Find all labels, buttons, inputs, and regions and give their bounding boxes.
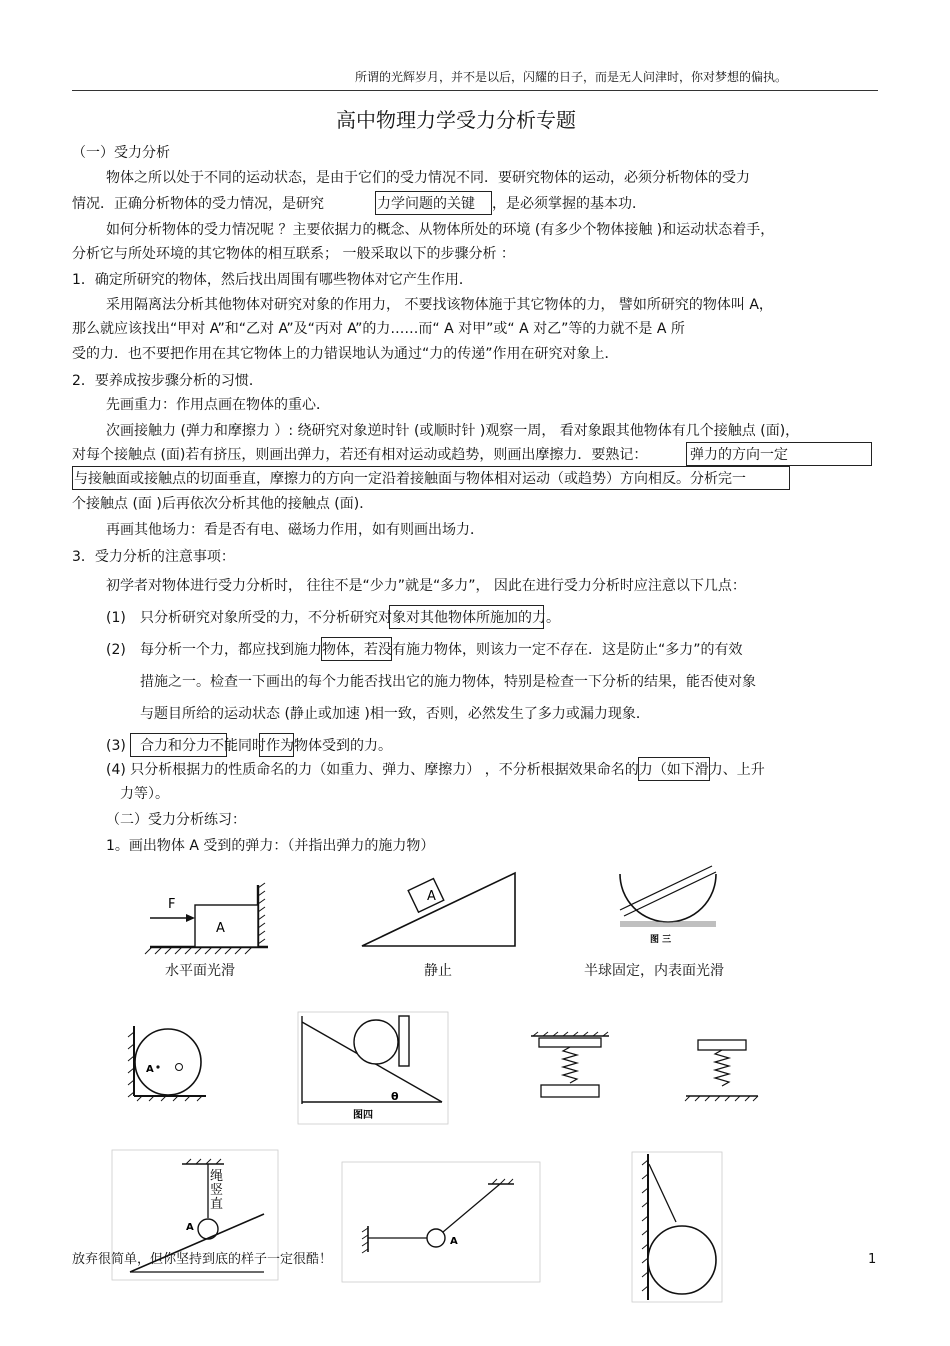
block — [698, 1040, 746, 1050]
figure-block-incline — [360, 868, 525, 950]
step-3a: 初学者对物体进行受力分析时， 往往不是“少力”就是“多力”， 因此在进行受力分析时应注意以下几点： — [106, 578, 746, 594]
para-2b: 分析它与所处环境的其它物体的相互联系； 一般采取以下的步骤分析 ： — [72, 246, 515, 262]
note-3: 合力和分力不能同时作为物体受到的力。 — [140, 738, 392, 754]
step-2a: 先画重力：作用点画在物体的重心． — [106, 397, 330, 413]
block — [195, 905, 258, 947]
highlight-box-note4 — [638, 757, 710, 781]
ball-label: A — [450, 1236, 458, 1247]
board — [399, 1016, 409, 1066]
step-3: 3．受力分析的注意事项： — [72, 549, 235, 565]
step-1c: 受的力．也不要把作用在其它物体上的力错误地认为通过“力的传递”作用在研究对象上． — [72, 346, 619, 362]
figure-spring-floor — [680, 1036, 764, 1108]
figure-1-caption: 水平面光滑 — [165, 963, 235, 979]
para-2a: 如何分析物体的受力情况呢 ？主要依据力的概念、从物体所处的环境 (有多少个物体接触 )和运动状态着手， — [106, 222, 775, 238]
note-1-number: (1) — [106, 610, 126, 626]
step-1b: 那么就应该找出“甲对 A”和“乙对 A”及“丙对 A”的力……而“ A 对甲”或“ A 对乙”等的力就不是 A 所 — [72, 321, 685, 337]
para-1b-pre: 情况．正确分析物体的受力情况，是研究 — [72, 196, 324, 212]
figure-tag: 图四 — [353, 1110, 373, 1121]
page-number: 1 — [868, 1252, 877, 1267]
figure-two-ropes-ball — [342, 1162, 542, 1282]
ball-label: A — [146, 1064, 154, 1075]
footer-motto: 放弃很简单，但你坚持到底的样子一定很酷！ — [72, 1252, 333, 1267]
figure-block-pushed — [140, 880, 280, 955]
ball — [648, 1226, 716, 1294]
ball — [135, 1029, 201, 1095]
figure-spring-hanging — [525, 1032, 615, 1104]
note-2b: 措施之一。检查一下画出的每个力能否找出它的施力物体，特别是检查一下分析的结果，能否使对象 — [140, 674, 756, 690]
block-label: A — [427, 889, 436, 904]
ball — [427, 1229, 445, 1247]
step-2c-box: 弹力的方向一定 — [690, 447, 788, 463]
force-label: F — [168, 897, 176, 912]
note-4: (4) 只分析根据力的性质命名的力（如重力、弹力、摩擦力） ，不分析根据效果命名的力（如下滑力、上升 — [106, 762, 765, 778]
figure-3-caption: 半球固定，内表面光滑 — [584, 963, 724, 979]
note-2-number: (2) — [106, 642, 126, 658]
section2-heading: （二）受力分析练习： — [106, 812, 246, 828]
header-rule — [72, 90, 878, 91]
highlight-box-note2 — [321, 637, 392, 661]
figure-ball-incline-board — [298, 1012, 450, 1124]
note-3-number: (3) — [106, 738, 126, 754]
page-title: 高中物理力学受力分析专题 — [336, 108, 576, 132]
step-1a: 采用隔离法分析其他物体对研究对象的作用力， 不要找该物体施于其它物体的力， 譬如所研究的物体叫 A， — [106, 297, 773, 313]
block — [541, 1085, 599, 1097]
highlight-box-note1 — [389, 605, 544, 629]
figure-tag: 图 三 — [650, 935, 672, 945]
step-2b: 次画接触力 (弹力和摩擦力 ）: 绕研究对象逆时针 (或顺时针 )观察一周， 看对象跟其他物体有几个接触点 (面)， — [106, 423, 800, 439]
step-2c-pre: 对每个接触点 (面)若有挤压，则画出弹力，若还有相对运动或趋势，则画出摩擦力．要熟记： — [72, 447, 648, 463]
note-2a: 每分析一个力，都应找到施力物体，若没有施力物体，则该力一定不存在．这是防止“多力”的有效 — [140, 642, 743, 658]
question-1: 1。画出物体 A 受到的弹力：（并指出弹力的施力物） — [106, 838, 435, 854]
note-1: 只分析研究对象所受的力，不分析研究对象对其他物体所施加的力。 — [140, 610, 560, 626]
rope-label: 绳竖直 — [210, 1169, 224, 1212]
ball-label: A — [186, 1222, 194, 1233]
note-4b: 力等）。 — [120, 786, 169, 802]
note-2c: 与题目所给的运动状态 (静止或加速 )相一致，否则，必然发生了多力或漏力现象． — [140, 706, 650, 722]
step-1: 1．确定所研究的物体，然后找出周围有哪些物体对它产生作用． — [72, 272, 473, 288]
step-2f: 再画其他场力：看是否有电、磁场力作用，如有则画出场力． — [106, 522, 484, 538]
section1-heading: （一）受力分析 — [72, 145, 170, 161]
figure-rod-hemisphere — [612, 860, 724, 946]
header-quote: 所谓的光辉岁月，并不是以后，闪耀的日子，而是无人问津时，你对梦想的偏执。 — [355, 70, 788, 84]
angle-label: θ — [391, 1090, 399, 1103]
figure-ball-wall-rope — [632, 1152, 724, 1302]
para-1b-box: 力学问题的关键 — [377, 196, 475, 212]
step-2d: 与接触面或接触点的切面垂直，摩擦力的方向一定沿着接触面与物体相对运动（或趋势）方向相反。分析完一 — [74, 471, 746, 487]
para-1b-post: ，是必须掌握的基本功． — [492, 196, 646, 212]
figure-2-caption: 静止 — [424, 963, 452, 979]
ball — [354, 1020, 398, 1064]
step-2e: 个接触点 (面 )后再依次分析其他的接触点 (面)． — [72, 496, 374, 512]
figure-ball-corner — [128, 1022, 208, 1102]
block — [408, 879, 444, 913]
block-label: A — [216, 921, 225, 936]
step-2: 2．要养成按步骤分析的习惯． — [72, 373, 263, 389]
para-1a: 物体之所以处于不同的运动状态，是由于它们的受力情况不同．要研究物体的运动，必须分析物体的受力 — [106, 170, 750, 186]
